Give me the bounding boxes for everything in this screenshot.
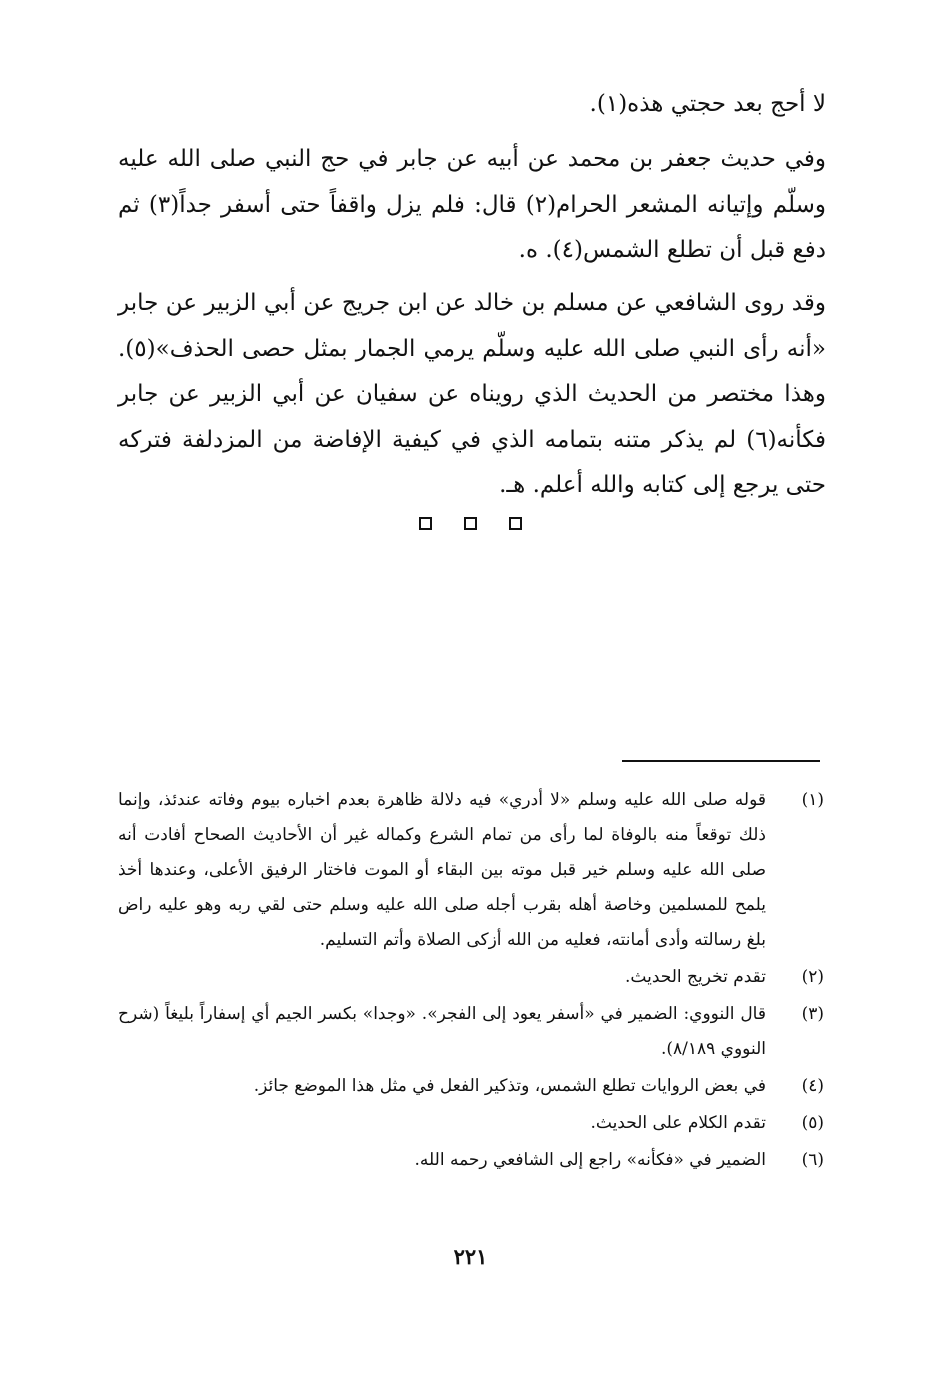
footnote-text: تقدم الكلام على الحديث. [590, 1113, 766, 1133]
section-divider-ornament [0, 517, 941, 530]
footnote-text: قال النووي: الضمير في «أسفر يعود إلى الفجر». «وجدا» بكسر الجيم أي إسفاراً بليغاً (شرح النووي ٨/١٨٩). [118, 1004, 766, 1059]
square-ornament-icon [464, 517, 477, 530]
footnote-separator [622, 760, 820, 762]
opening-line-text: لا أحج بعد حجتي هذه(١). [589, 91, 826, 117]
footnote-text: قوله صلى الله عليه وسلم «لا أدري» فيه دلالة ظاهرة بعدم اخباره بيوم وفاته عندئذ، وإنما ذلك توقعاً منه بالوفاة لما رأى من تمام الشرع وكماله غير أن الأحاديث الصحاح أفادت أنه صلى الله عليه وسلم خير قبل موته بين البقاء أو الموت فاختار الرفيق الأعلى، وعندها أخذ يلمح للمسلمين وخاصة أهله بقرب أجله صلى الله عليه وسلم حتى لقي ربه وهو عليه راض بلغ رسالته وأدى أمانته، فعليه من الله أزكى الصلاة وأتم التسليم. [118, 790, 766, 950]
opening-line [118, 82, 826, 128]
footnote-6 [118, 1143, 828, 1178]
footnote-text: تقدم تخريج الحديث. [624, 967, 766, 987]
paragraph-jafar-hadith [118, 137, 826, 274]
footnote-number: (١) [801, 790, 824, 810]
footnote-2 [118, 960, 828, 995]
page-number: ٢٢١ [453, 1244, 488, 1269]
footnote-3 [118, 997, 828, 1067]
square-ornament-icon [509, 517, 522, 530]
square-ornament-icon [419, 517, 432, 530]
paragraph-shafii-hadith-text: وقد روى الشافعي عن مسلم بن خالد عن ابن جريج عن أبي الزبير عن جابر «أنه رأى النبي صلى الله عليه وسلّم يرمي الجمار بمثل حصى الحذف»(٥). وهذا مختصر من الحديث الذي رويناه عن سفيان عن أبي الزبير عن جابر فكأنه(٦) لم يذكر متنه بتمامه الذي في كيفية الإفاضة من المزدلفة فتركه حتى يرجع إلى كتابه والله أعلم. هـ. [118, 290, 826, 498]
footnote-text: الضمير في «فكأنه» راجع إلى الشافعي رحمه الله. [414, 1150, 766, 1170]
footnote-number: (٢) [801, 967, 824, 987]
footnote-number: (٤) [801, 1076, 824, 1096]
footnote-number: (٣) [801, 1004, 824, 1024]
paragraph-shafii-hadith [118, 281, 826, 509]
footnote-number: (٥) [801, 1113, 824, 1133]
paragraph-jafar-hadith-text: وفي حديث جعفر بن محمد عن أبيه عن جابر في حج النبي صلى الله عليه وسلّم وإتيانه المشعر الحرام(٢) قال: فلم يزل واقفاً حتى أسفر جداً(٣) ثم دفع قبل أن تطلع الشمس(٤). ه. [118, 146, 826, 263]
footnote-number: (٦) [801, 1150, 824, 1170]
footnotes [118, 783, 828, 1180]
footnote-5 [118, 1106, 828, 1141]
footnote-text: في بعض الروايات تطلع الشمس، وتذكير الفعل في مثل هذا الموضع جائز. [253, 1076, 766, 1096]
footnote-4 [118, 1069, 828, 1104]
footnote-1 [118, 783, 828, 958]
